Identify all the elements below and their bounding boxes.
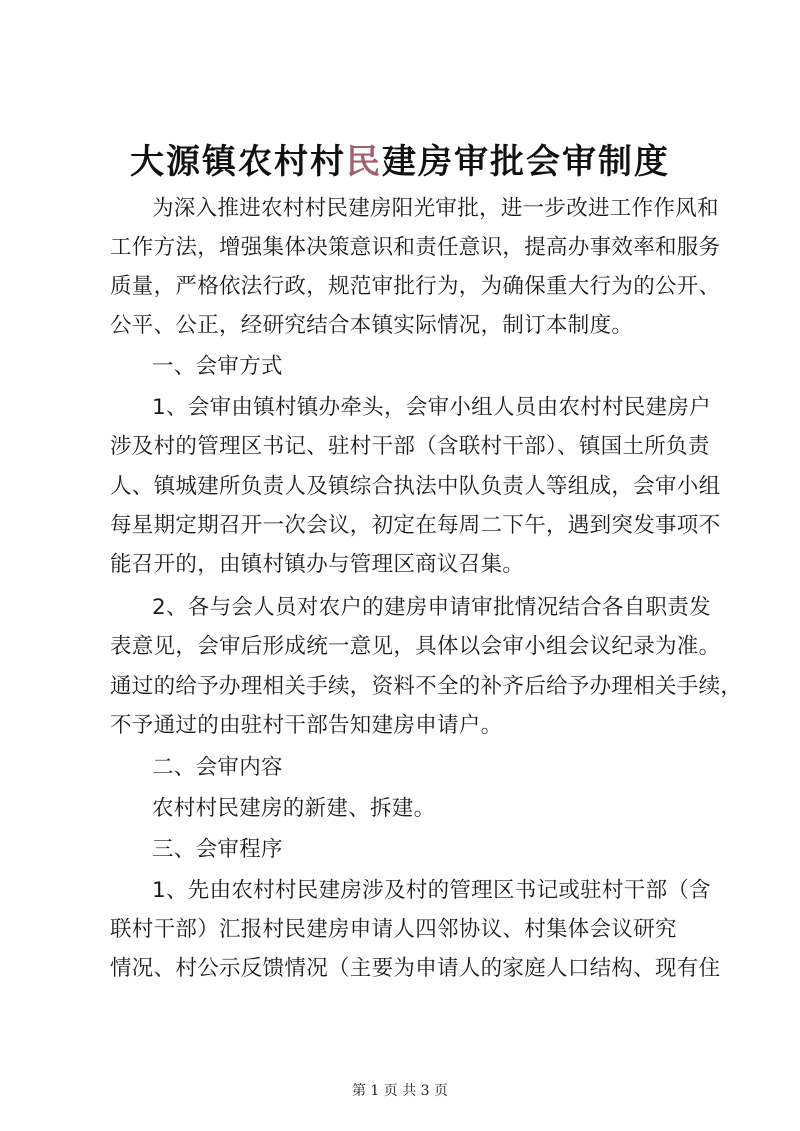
document-title: [0, 140, 800, 184]
paragraph-line: 2、各与会人员对农户的建房申请审批情况结合各自职责发: [152, 595, 711, 620]
paragraph-line: 为深入推进农村村民建房阳光审批，进一步改进工作作风和: [152, 196, 719, 221]
title-highlight-char: 民: [346, 142, 382, 182]
paragraph-line: 能召开的，由镇村镇办与管理区商议召集。: [110, 552, 525, 577]
paragraph-line: 不予通过的由驻村干部告知建房申请户。: [110, 713, 503, 738]
section-heading: 二、会审内容: [152, 755, 283, 780]
paragraph-line: 工作方法，增强集体决策意识和责任意识，提高办事效率和服务: [110, 235, 721, 260]
paragraph-line: 农村村民建房的新建、拆建。: [152, 796, 436, 821]
paragraph-line: 情况、村公示反馈情况（主要为申请人的家庭人口结构、现有住: [110, 956, 721, 981]
title-part-1: 大源镇农村村: [130, 142, 346, 182]
paragraph-line: 公平、公正，经研究结合本镇实际情况，制订本制度。: [110, 313, 634, 338]
paragraph-line: 涉及村的管理区书记、驻村干部（含联村干部）、镇国土所负责: [110, 434, 710, 459]
paragraph-line: 表意见，会审后形成统一意见，具体以会审小组会议纪录为准。: [110, 634, 721, 659]
section-heading: 三、会审程序: [152, 837, 283, 862]
paragraph-line: 通过的给予办理相关手续，资料不全的补齐后给予办理相关手续，: [110, 674, 743, 699]
paragraph-line: 质量，严格依法行政，规范审批行为，为确保重大行为的公开、: [110, 274, 721, 299]
paragraph-line: 1、先由农村村民建房涉及村的管理区书记或驻村干部（含: [152, 878, 711, 903]
paragraph-line: 1、会审由镇村镇办牵头，会审小组人员由农村村民建房户: [152, 395, 711, 420]
section-heading: 一、会审方式: [152, 354, 283, 379]
paragraph-line: 联村干部）汇报村民建房申请人四邻协议、村集体会议研究: [110, 917, 677, 942]
paragraph-line: 人、镇城建所负责人及镇综合执法中队负责人等组成，会审小组: [110, 474, 721, 499]
title-part-2: 建房审批会审制度: [382, 142, 670, 182]
page-number-footer: 第 1 页 共 3 页: [351, 1083, 449, 1099]
paragraph-line: 每星期定期召开一次会议，初定在每周二下午，遇到突发事项不: [110, 513, 721, 538]
